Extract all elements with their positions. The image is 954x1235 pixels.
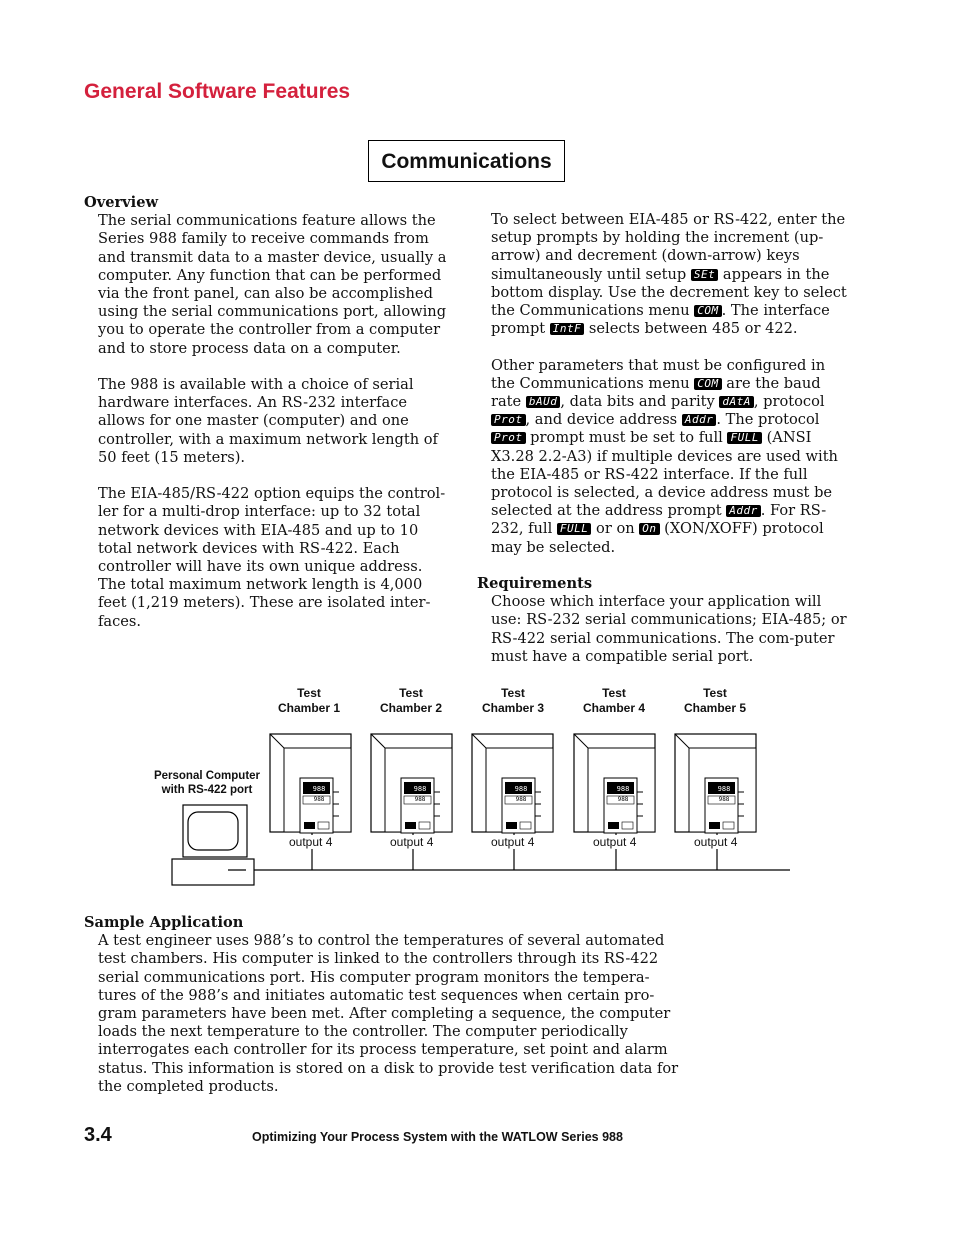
controller-display: 988: [312, 785, 326, 793]
lcd-prot-prompt: Prot: [491, 414, 526, 426]
controller-display: 988: [617, 796, 629, 803]
computer-label-line: Personal Computer: [153, 770, 261, 782]
requirements-paragraph: Choose which interface your application will use: RS-232 serial communications; EIA-485; or RS-422 serial communications. The com-puter must have a compatible serial port.: [491, 593, 847, 665]
lcd-prot-prompt: Prot: [491, 432, 526, 444]
text: Other parameters that must be configured in the Communications menu: [491, 356, 826, 392]
chamber-label-line: Chamber 3: [481, 701, 545, 715]
text: are the baud rate: [491, 374, 821, 411]
text: . The interface prompt: [491, 302, 830, 338]
lcd-addr-prompt: Addr: [682, 414, 717, 426]
controller-display: 988: [514, 785, 528, 793]
test-chamber-icon: [675, 734, 756, 870]
chamber-label-line: Test: [501, 686, 525, 700]
overview-paragraph: The 988 is available with a choice of serial hardware interfaces. An RS-232 interface allows for one master (computer) and one controller, with a maximum network length of 50 feet (15 meters).: [98, 376, 438, 466]
text: selects between 485 or 422.: [584, 320, 798, 338]
text: . For RS-232, full: [491, 502, 827, 538]
text: To select between EIA-485 or RS-422, enter the setup prompts by holding the increment (up-arrow) and decrement (down-arrow) keys simultaneously until setup: [491, 211, 846, 283]
page-title-box: Communications: [368, 140, 565, 182]
controller-display: 988: [616, 785, 630, 793]
controller-display: 988: [718, 796, 730, 803]
output-label: output 4: [694, 835, 738, 849]
sample-paragraph: A test engineer uses 988’s to control the temperatures of several automated test chambers. His computer is linked to the controllers through its RS-422 serial communications port. His computer program monitors the tempera-tures of the 988’s and initiates automatic test sequences when certain pro-gram parameters have been met. After completing a sequence, the computer loads the next temperature to the controller. The computer periodically interrogates each controller for its process temperature, set point and alarm status. This information is stored on a disk to provide test verification data for the completed products.: [98, 932, 679, 1095]
text: . The protocol: [716, 411, 820, 429]
output-label: output 4: [390, 835, 434, 849]
text: , protocol: [753, 393, 825, 411]
text: appears in the bottom display. Use the decrement key to select the Communications menu: [491, 265, 847, 320]
controller-display: 988: [313, 796, 325, 803]
chamber-label-line: Test: [297, 686, 321, 700]
page-number: 3.4: [84, 1124, 112, 1146]
section-title: General Software Features: [84, 80, 351, 103]
computer-label-line: with RS-422 port: [161, 784, 253, 796]
text: (ANSI X3.28 2.2-A3) if multiple devices are used with the EIA-485 or RS-422 interface. If the full protocol is selected, a device address must be selected at the address prompt: [491, 429, 838, 520]
controller-display: 988: [413, 785, 427, 793]
output-label: output 4: [491, 835, 535, 849]
test-chamber-icon: [574, 734, 655, 870]
text: prompt must be set to full: [525, 429, 728, 447]
controller-display: 988: [717, 785, 731, 793]
overview-paragraph: The EIA-485/RS-422 option equips the control-ler for a multi-drop interface: up to 32 total network devices with EIA-485 and up to 10 total network devices with RS-422. Each controller will have its own unique address. The total maximum network length is 4,000 feet (1,219 meters). These are isolated inter-faces.: [98, 485, 446, 630]
chamber-label-line: Chamber 1: [277, 701, 341, 715]
controller-display: 988: [414, 796, 426, 803]
controller-display: 988: [515, 796, 527, 803]
text: , data bits and parity: [560, 393, 720, 411]
overview-paragraph: The serial communications feature allows the Series 988 family to receive commands from and transmit data to a master device, usually a computer. Any function that can be performed via the front panel, can also be accomplished using the serial communications port, allowing you to operate the controller from a computer and to store process data on a computer.: [98, 212, 447, 357]
chamber-label-line: Test: [602, 686, 626, 700]
chamber-label-line: Chamber 2: [379, 701, 443, 715]
output-label: output 4: [289, 835, 333, 849]
lcd-set-prompt: SEt: [691, 269, 718, 281]
output-label: output 4: [593, 835, 637, 849]
lcd-addr-prompt: Addr: [726, 505, 761, 517]
lcd-com-prompt: COM: [694, 305, 721, 317]
lcd-baud-prompt: bAUd: [526, 396, 561, 408]
footer-text: Optimizing Your Process System with the WATLOW Series 988: [252, 1130, 623, 1144]
lcd-on-prompt: On: [639, 523, 659, 535]
lcd-intf-prompt: IntF: [550, 323, 585, 335]
chamber-label-line: Test: [399, 686, 423, 700]
chamber-label-line: Chamber 5: [683, 701, 747, 715]
overview-heading: Overview: [84, 194, 159, 211]
text: (XON/XOFF) protocol may be selected.: [491, 520, 824, 556]
test-chamber-icon: [270, 734, 351, 870]
sample-heading: Sample Application: [84, 914, 244, 931]
lcd-data-prompt: dAtA: [719, 396, 754, 408]
lcd-full-prompt: FULL: [557, 523, 592, 535]
chamber-label-line: Test: [703, 686, 727, 700]
lcd-full-prompt: FULL: [727, 432, 762, 444]
requirements-heading: Requirements: [477, 575, 593, 593]
sample-application: [84, 914, 684, 1114]
test-chamber-icon: [371, 734, 452, 870]
personal-computer-icon: [172, 805, 254, 885]
text: , and device address: [525, 411, 682, 429]
lcd-com-prompt: COM: [694, 378, 721, 390]
test-chamber-icon: [472, 734, 553, 870]
chamber-label-line: Chamber 4: [582, 701, 646, 715]
text: or on: [591, 520, 640, 538]
